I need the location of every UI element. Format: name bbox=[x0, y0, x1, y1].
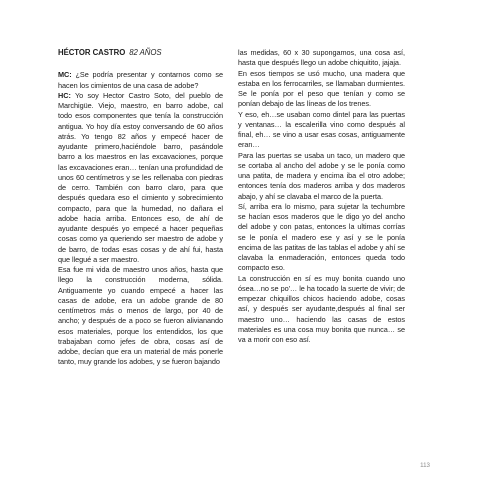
speaker-label: MC: bbox=[58, 70, 72, 80]
paragraph bbox=[58, 70, 223, 91]
paragraph-text: Esa fue mi vida de maestro unos años, hasta que llego la construcción moderna, sólida. Antiguamente yo cuando empecé a hacer las casas de adobe, era un adobe grande de 80 centímetros más o menos de largo, por 40 de ancho; y después de a poco se fueron alivianando esos materiales, porque los entendidos, los que trabajaban como jefes de obra, cosas así de adobe, decían que era un material de más ponerle tanto, muy grande los adobes, y se fueron bajando bbox=[58, 265, 223, 367]
right-column bbox=[238, 48, 405, 345]
left-column bbox=[58, 48, 223, 368]
paragraph: La construcción en sí es muy bonita cuando uno ósea…no se po'… le ha tocado la suerte de vivir; de empezar chiquillos chicos haciendo adobe, cosas así, y después ser ayudante,después al final ser maestro uno… haciendo las casas de estos materiales es una cosa muy bonita que nunca… se va a morir con eso así. bbox=[238, 273, 405, 344]
page-number: 113 bbox=[420, 462, 430, 469]
paragraph: En esos tiempos se usó mucho, una madera que estaba en los ferrocarriles, se llamaban durmientes. Se le ponía por el peso que tenían y como se ponían debajo de las líneas de los trenes. bbox=[238, 68, 405, 109]
paragraph: Para las puertas se usaba un taco, un madero que se cortaba al ancho del adobe y se le ponía como una patita, de madera y encima iba el otro adobe; entonces tenía dos maderos arriba y dos maderos abajo, y ahí se clavaba el marco de la puerta. bbox=[238, 150, 405, 201]
speaker-label: HC: bbox=[58, 90, 71, 100]
interviewee-name: HÉCTOR CASTRO bbox=[58, 48, 126, 57]
interviewee-age: 82 AÑOS bbox=[129, 48, 162, 57]
paragraph-text: ¿Se podría presentar y contarnos como se hacen los cimientos de una casa de adobe? bbox=[58, 70, 223, 90]
paragraph: las medidas, 60 x 30 supongamos, una cosa así, hasta que después llego un adobe chiquitito, jajaja. bbox=[238, 48, 405, 68]
interview-heading bbox=[58, 48, 223, 58]
paragraph: Y eso, eh…se usaban como dintel para las puertas y ventanas… la escalerilla vino como después al final, eh… se vino a usar esas cosas, antiguamente eran… bbox=[238, 109, 405, 150]
paragraph: Sí, arriba era lo mismo, para sujetar la techumbre se hacían esos maderos que le digo yo del ancho del adobe y con patas, entonces la ultimas corrías se le ponía el madero ese y así y se le ponía encima de las patitas de las tablas el adobe y ahí se clavaba la enmaderación, entonces queda todo compacto eso. bbox=[238, 201, 405, 273]
paragraph bbox=[58, 265, 223, 368]
paragraph bbox=[58, 91, 223, 265]
paragraph-text: Yo soy Hector Castro Soto, del pueblo de Marchigüe. Viejo, maestro, en barro adobe, cal todo esos componentes que tenía la construcción antigua. Yo hoy día estoy conversando de 60 años atrás. Yo tengo 82 años y empecé hacer de ayudante primero,haciéndole barro, pasándole barro a los maestros en las excavaciones, porque las excavaciones eran… tenían una profundidad de unos 60 centímetros y se les rellenaba con piedras de cerro. También con barro claro, para que después quedara eso el cimiento y sobrecimiento compacto, para que la humedad, no dañara el adobe hacia arriba. Entonces eso, de ahí de ayudante después yo empecé a hacer pequeñas cosas como ya queriendo ser maestro de adobe y de barro, de todas esas cosas y de ahí fui, hasta que llegué a ser maestro. bbox=[58, 90, 223, 264]
